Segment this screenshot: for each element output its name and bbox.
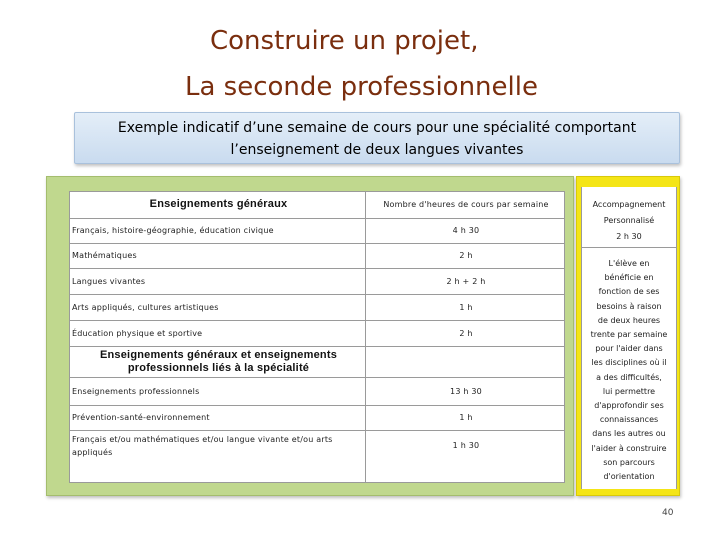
description-line: l'aider à construire [591, 443, 667, 453]
description-line: de deux heures [597, 315, 661, 325]
hours-cell: 2 h [366, 243, 565, 269]
subject-cell: Éducation physique et sportive [70, 320, 366, 346]
hours-cell: 2 h [366, 320, 565, 346]
subtitle-banner [74, 112, 680, 164]
accompaniment-divider [582, 247, 676, 248]
subject-cell [70, 431, 366, 483]
subject-cell: Langues vivantes [70, 269, 366, 295]
description-line: dans les autres ou [592, 429, 666, 439]
hours-cell: 1 h [366, 405, 565, 431]
subject-cell: Prévention-santé-environnement [70, 405, 366, 431]
header-general-subjects: Enseignements généraux [70, 192, 366, 219]
subject-cell: Mathématiques [70, 243, 366, 269]
slide-title-line1: Construire un projet, [210, 26, 479, 56]
description-line: d'orientation [603, 472, 655, 482]
section-header-line2: professionnels liés à la spécialité [127, 361, 310, 374]
subject-cell: Enseignements professionnels [70, 377, 366, 405]
description-line: bénéficie en [604, 273, 654, 283]
description-line: fonction de ses [598, 287, 660, 297]
accompaniment-header [582, 197, 676, 245]
accompaniment-title-line2: Personnalisé [603, 216, 655, 225]
table-row [70, 243, 565, 269]
accompaniment-title-line1: Accompagnement [592, 200, 666, 209]
description-line: trente par semaine [590, 330, 668, 340]
slide-title-line2: La seconde professionnelle [185, 72, 538, 102]
table-header-row [70, 192, 565, 219]
description-line: L'élève en [608, 259, 650, 268]
accompaniment-description [582, 257, 676, 484]
description-line: les disciplines où il [591, 358, 667, 368]
description-line: besoins à raison [596, 301, 662, 311]
hours-cell: 2 h + 2 h [366, 269, 565, 295]
accompaniment-hours: 2 h 30 [616, 232, 642, 241]
description-line: d'approfondir ses [594, 401, 664, 411]
table-row [70, 431, 565, 483]
hours-cell: 13 h 30 [366, 377, 565, 405]
hours-cell: 1 h 30 [366, 431, 565, 483]
table-row [70, 320, 565, 346]
subject-line1: Français et/ou mathématiques et/ou langue vivante et/ou arts [72, 435, 333, 445]
schedule-panel [46, 176, 574, 496]
page-number: 40 [662, 508, 674, 518]
subject-cell: Arts appliqués, cultures artistiques [70, 295, 366, 321]
section-header-line1: Enseignements généraux et enseignements [99, 348, 338, 361]
table-row [70, 405, 565, 431]
description-line: connaissances [599, 415, 659, 425]
table-row [70, 269, 565, 295]
accompaniment-panel [576, 176, 680, 496]
subject-line2: appliqués [72, 448, 113, 458]
hours-cell: 1 h [366, 295, 565, 321]
table-row [70, 295, 565, 321]
hours-cell: 4 h 30 [366, 218, 565, 243]
banner-line2: l’enseignement de deux langues vivantes [230, 142, 524, 158]
section-header-row [70, 346, 565, 377]
empty-cell [366, 346, 565, 377]
banner-line1: Exemple indicatif d’une semaine de cours pour une spécialité comportant [117, 120, 637, 136]
schedule-table [69, 191, 565, 483]
table-row [70, 218, 565, 243]
description-line: pour l'aider dans [595, 344, 663, 354]
table-row [70, 377, 565, 405]
description-line: lui permettre [602, 386, 656, 396]
subject-cell: Français, histoire-géographie, éducation civique [70, 218, 366, 243]
header-hours-per-week: Nombre d'heures de cours par semaine [366, 192, 565, 219]
accompaniment-content [581, 187, 677, 489]
section-header-general-professional [70, 346, 366, 377]
description-line: son parcours [603, 457, 655, 467]
description-line: a des difficultés, [596, 372, 662, 382]
